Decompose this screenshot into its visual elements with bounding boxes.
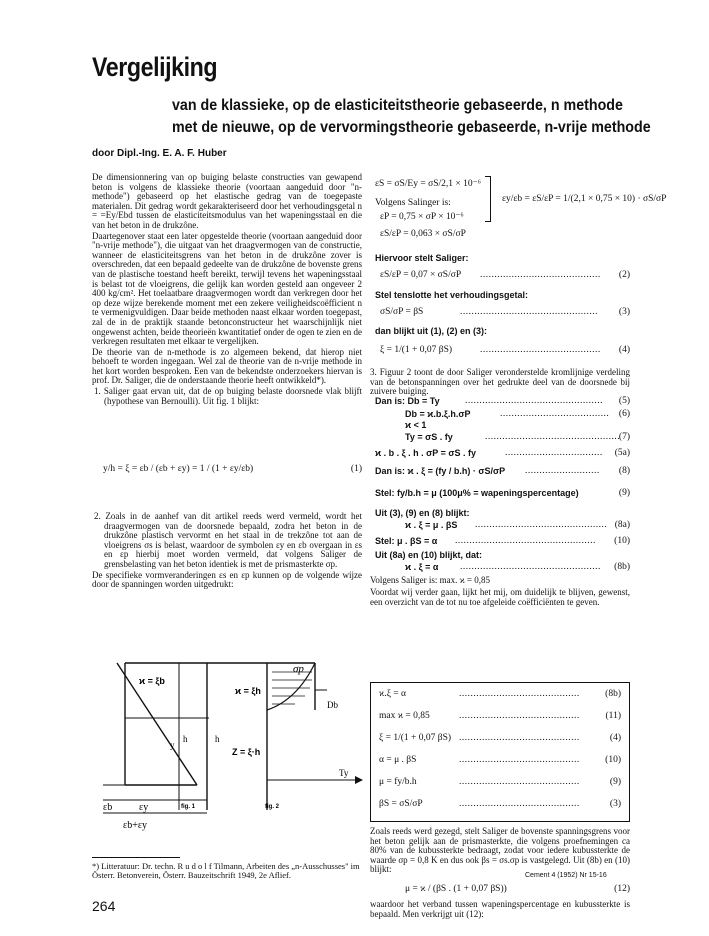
figure-label-eps-sum: εb+εy <box>123 820 148 831</box>
figure-caption-1: fig. 1 <box>181 804 196 810</box>
heading-hiervoor <box>375 253 469 264</box>
summary-row: μ = fy/b.h .......................................... (9) <box>379 777 621 787</box>
heading-dan <box>375 326 487 337</box>
left-column-lower <box>92 512 362 591</box>
summary-row: α = μ . βS .......................................... (10) <box>379 755 621 765</box>
equation-8: Dan is: ϰ . ξ = (fy / b.h) · σS/σP .......................... (8) <box>375 466 630 476</box>
summary-row-number: (4) <box>609 733 621 743</box>
equation-9-number: (9) <box>618 488 630 498</box>
equation-6: Db = ϰ.b.ξ.h.σP ...................................... (6) <box>405 409 630 419</box>
equation-5a-number: (5a) <box>614 448 630 458</box>
subtitle-line-1: van de klassieke, op de elasticiteitstheorie gebaseerde, n methode <box>172 97 623 114</box>
equation-1-mid: εb / (εb + εy) <box>139 464 190 474</box>
equation-8b: ϰ . ξ = α ................................................. (8b) <box>405 562 630 572</box>
footnote-divider <box>92 857 180 858</box>
equation-2-text: εS/εP = 0,07 × σS/σP <box>380 270 462 280</box>
equation-5: Dan is: Db = Ty ................................................ (5) <box>375 396 630 406</box>
equation-8b-text: ϰ . ξ = α <box>405 562 439 572</box>
heading-hiervoor-text: Hiervoor stelt Saliger: <box>375 253 469 263</box>
summary-row-equation: ϰ.ξ = α <box>379 689 407 699</box>
equation-brace <box>485 176 491 222</box>
equation-10-text: Stel: μ . βS = α <box>375 536 438 546</box>
summary-box <box>370 682 630 822</box>
equation-2-number: (2) <box>618 270 630 280</box>
heading-stel-text: Stel tenslotte het verhoudingsgetal: <box>375 290 529 300</box>
equation-3: σS/σP = βS ................................................ (3) <box>380 307 630 317</box>
footnote: *) Litteratuur: Dr. techn. R u d o l f Tilmann, Arbeiten des „n-Ausschusses" im Österr. Betonverein, Österr. Bauzeitschrift 1949, 2e Aflief. <box>92 861 360 880</box>
equation-8a-text: ϰ . ξ = μ . βS <box>405 520 458 530</box>
figure-label-h2: h <box>215 734 220 744</box>
paragraph-volgens: Volgens Saliger is: max. ϰ = 0,85 <box>370 575 490 585</box>
paragraph-saliger: De theorie van de n-methode is zo algemeen bekend, dat hierop niet behoeft te worden ingegaan. Wel zal de theorie van de n-vrije methode in het kort worden besproken. Een van de bekendste onderzoekers hiervan is prof. Dr. Saliger, die de onderstaande theorie heeft ontwikkeld*). <box>92 346 362 386</box>
figure-label-db: Db <box>327 700 338 710</box>
equation-12-number: (12) <box>614 884 630 894</box>
equation-9 <box>375 488 630 499</box>
summary-row-equation: ξ = 1/(1 + 0,07 βS) <box>379 733 452 743</box>
equation-8-text: Dan is: ϰ . ξ = (fy / b.h) · σS/σP <box>375 466 506 476</box>
summary-row: max ϰ = 0,85 .......................................... (11) <box>379 711 621 721</box>
equation-ep: εP = 0,75 × σP × 10⁻⁶ <box>380 212 464 222</box>
author: door Dipl.-Ing. E. A. F. Huber <box>92 148 227 159</box>
summary-row-number: (8b) <box>605 689 621 699</box>
equation-ratio: εy/εb = εS/εP = 1/(2,1 × 0,75 × 10) · σS/σP <box>502 194 667 204</box>
equation-8a: ϰ . ξ = μ . βS .............................................. (8a) <box>405 520 630 530</box>
equation-8b-number: (8b) <box>614 562 630 572</box>
equation-7: Ty = σS . fy ............................................... (7) <box>405 432 630 442</box>
figure-label-sigma-p: σp <box>293 663 304 675</box>
summary-row-equation: βS = σS/σP <box>379 799 423 809</box>
figure-label-x2: ϰ = ξh <box>235 686 261 696</box>
equation-ratio-2: εS/εP = 0,063 × σS/σP <box>380 229 466 239</box>
heading-dan-text: dan blijkt uit (1), (2) en (3): <box>375 326 487 336</box>
equation-3-text: σS/σP = βS <box>380 307 424 317</box>
summary-row-equation: μ = fy/b.h <box>379 777 417 787</box>
equation-6-number: (6) <box>618 409 630 419</box>
equation-5-number: (5) <box>618 396 630 406</box>
subtitle-line-2: met de nieuwe, op de vervormingstheorie gebaseerde, n-vrije methode <box>172 119 651 136</box>
equation-10-number: (10) <box>614 536 630 546</box>
equation-7-text: Ty = σS . fy <box>405 432 453 442</box>
equation-4-text: ξ = 1/(1 + 0,07 βS) <box>380 345 453 355</box>
equation-12-text: μ = ϰ / (βS . (1 + 0,07 βS)) <box>405 884 507 894</box>
saliger-label: Volgens Salinger is: <box>375 198 451 208</box>
paragraph-zoals: Zoals reeds werd gezegd, stelt Saliger de bovenste spanningsgrens voor het beton gelijk aan de prismasterkte, die volgens proefnemingen ca 80% van de kubussterkte bedraagt, zodat voor iedere kubussterkte de waarde σp = 0,8 K en dus ook βs = σs.σp is vastgelegd. Uit (8b) en (10) blijkt: <box>370 826 630 875</box>
summary-row-number: (10) <box>605 755 621 765</box>
heading-uit-2-text: Uit (8a) en (10) blijkt, dat: <box>375 550 483 560</box>
summary-row-number: (9) <box>609 777 621 787</box>
figure-label-ty: Ty <box>339 768 349 778</box>
figure-label-x1: ϰ = ξb <box>139 676 165 686</box>
figure-1-2 <box>97 660 365 835</box>
equation-1-lhs: y/h = ξ = <box>103 464 138 474</box>
summary-row: ϰ.ξ = α .......................................... (8b) <box>379 689 621 699</box>
journal-reference: Cement 4 (1952) Nr 15-16 <box>525 872 607 879</box>
paragraph-strains: De specifieke vormveranderingen εs en εp kunnen op de volgende wijze door de spanningen worden uitgedrukt: <box>92 569 362 590</box>
equation-6-text: Db = ϰ.b.ξ.h.σP <box>405 409 471 419</box>
page-number: 264 <box>92 898 116 914</box>
equation-5a: ϰ . b . ξ . h . σP = σS . fy .................................. (5a) <box>375 448 630 458</box>
equation-kappa <box>405 420 426 431</box>
summary-row-number: (11) <box>605 711 621 721</box>
summary-row: βS = σS/σP .......................................... (3) <box>379 799 621 809</box>
equation-7-number: (7) <box>618 432 630 442</box>
paragraph-voordat: Voordat wij verder gaan, lijkt het mij, om duidelijk te blijven, gewenst, een overzicht van de tot nu toe afgeleide coëfficiënten te geven. <box>370 587 630 607</box>
figure-caption-2: fig. 2 <box>265 804 280 810</box>
equation-5a-text: ϰ . b . ξ . h . σP = σS . fy <box>375 448 477 458</box>
heading-uit-2 <box>375 550 482 561</box>
summary-row-equation: max ϰ = 0,85 <box>379 711 430 721</box>
equation-10: Stel: μ . βS = α ................................................. (10) <box>375 536 630 546</box>
equation-3-number: (3) <box>618 307 630 317</box>
paragraph-waardoor: waardoor het verband tussen wapeningspercentage en kubussterkte is bepaald. Men verkrijgt uit (12): <box>370 899 630 919</box>
equation-8a-number: (8a) <box>614 520 630 530</box>
paragraph-intro: De dimensionnering van op buiging belaste constructies van gewapend beton is volgens de klassieke theorie (voortaan aangeduid door "n-methode") gebaseerd op het elastische gedrag van de toegepaste materialen. Dit gedrag wordt gekarakteriseerd door het verhoudingsgetal n = =Ey/Ebd tussen de elasticiteitsmodulus van het wapeningsstaal en die van het beton in de drukzône. <box>92 172 362 230</box>
equation-9-text: Stel: fy/b.h = μ (100μ% = wapeningspercentage) <box>375 488 579 498</box>
figure-label-eps-b: εb <box>103 802 113 813</box>
equation-5-text: Dan is: Db = Ty <box>375 396 440 406</box>
heading-uit-1-text: Uit (3), (9) en (8) blijkt: <box>375 508 470 518</box>
equation-1-rhs: 1 / (1 + εy/εb) <box>199 464 254 474</box>
list-item-1: 1. Saliger gaat ervan uit, dat de op buiging belaste doorsnede vlak blijft (hypothese van Bernoulli). Uit fig. 1 blijkt: <box>94 386 362 406</box>
figure-label-y: y <box>170 740 175 750</box>
figure-label-eps-y: εy <box>139 802 149 813</box>
list-item-2: 2. Zoals in de aanhef van dit artikel reeds werd vermeld, wordt het draagvermogen van de doorsnede bepaald, zodra het beton in de drukzône plastisch vervormt en het staal in de trekzône tot aan de vloeigrens σs is belast, waardoor de symbolen εy en εb overgaan in εs en εp hierbij moet worden vermeld, dat volgens Saliger de grensbelasting van het beton identiek is met de prismasterkte σp. <box>94 511 362 569</box>
equation-8-number: (8) <box>618 466 630 476</box>
paragraph-nfree: Daartegenover staat een later opgestelde theorie (voortaan aangeduid door "n-vrije methode"), die uitgaat van het draagvermogen van de constructie, wanneer de elasticiteitsgrens van het beton in de drukzône zover is overschreden, dat een bepaald gedeelte van de drukzône de bovenste grens van de plastische toestand heeft bereikt, terwijl tevens het wapeningsstaal is belast tot de vloeigrens, die gelijk kan worden gesteld aan ongeveer 2 400 kg/cm². Het toelaatbare draagvermogen wordt dan verkregen door het op deze wijze berekende moment met een zekere veiligheidscoëfficient n te vermenigvuldigen. Daar beide methoden naast elkaar worden toegepast, zal de in de praktijk staande betonconstructeur het waarschijnlijk niet ongewenst achten, beide theorieën kwantitatief onder de ogen te zien en de verkregen resultaten met elkaar te vergelijken. <box>92 230 362 347</box>
summary-row: ξ = 1/(1 + 0,07 βS) .......................................... (4) <box>379 733 621 743</box>
equation-2: εS/εP = 0,07 × σS/σP .......................................... (2) <box>380 270 630 280</box>
summary-row-number: (3) <box>609 799 621 809</box>
summary-row-equation: α = μ . βS <box>379 755 417 765</box>
equation-1: y/h = ξ = εb / (εb + εy) = 1 / (1 + εy/εb) (1) <box>103 464 362 474</box>
equation-es: εS = σS/Ey = σS/2,1 × 10⁻⁶ <box>375 179 481 189</box>
paragraph-figure-2: 3. Figuur 2 toont de door Saliger veronderstelde kromlijnige verdeling van de betonspanningen over het gedrukte deel van de doorsnede bij zuivere buiging. <box>370 367 630 397</box>
heading-stel <box>375 290 528 301</box>
equation-4: ξ = 1/(1 + 0,07 βS) .......................................... (4) <box>380 345 630 355</box>
page-title: Vergelijking <box>92 52 218 82</box>
figure-label-h1: h <box>183 734 188 744</box>
equation-12 <box>405 884 630 894</box>
heading-uit-1 <box>375 508 470 519</box>
figure-label-z: Z = ξ·h <box>232 747 261 757</box>
equation-kappa-text: ϰ < 1 <box>405 420 427 430</box>
left-column <box>92 173 362 407</box>
equation-4-number: (4) <box>618 345 630 355</box>
equation-1-number: (1) <box>350 464 362 474</box>
